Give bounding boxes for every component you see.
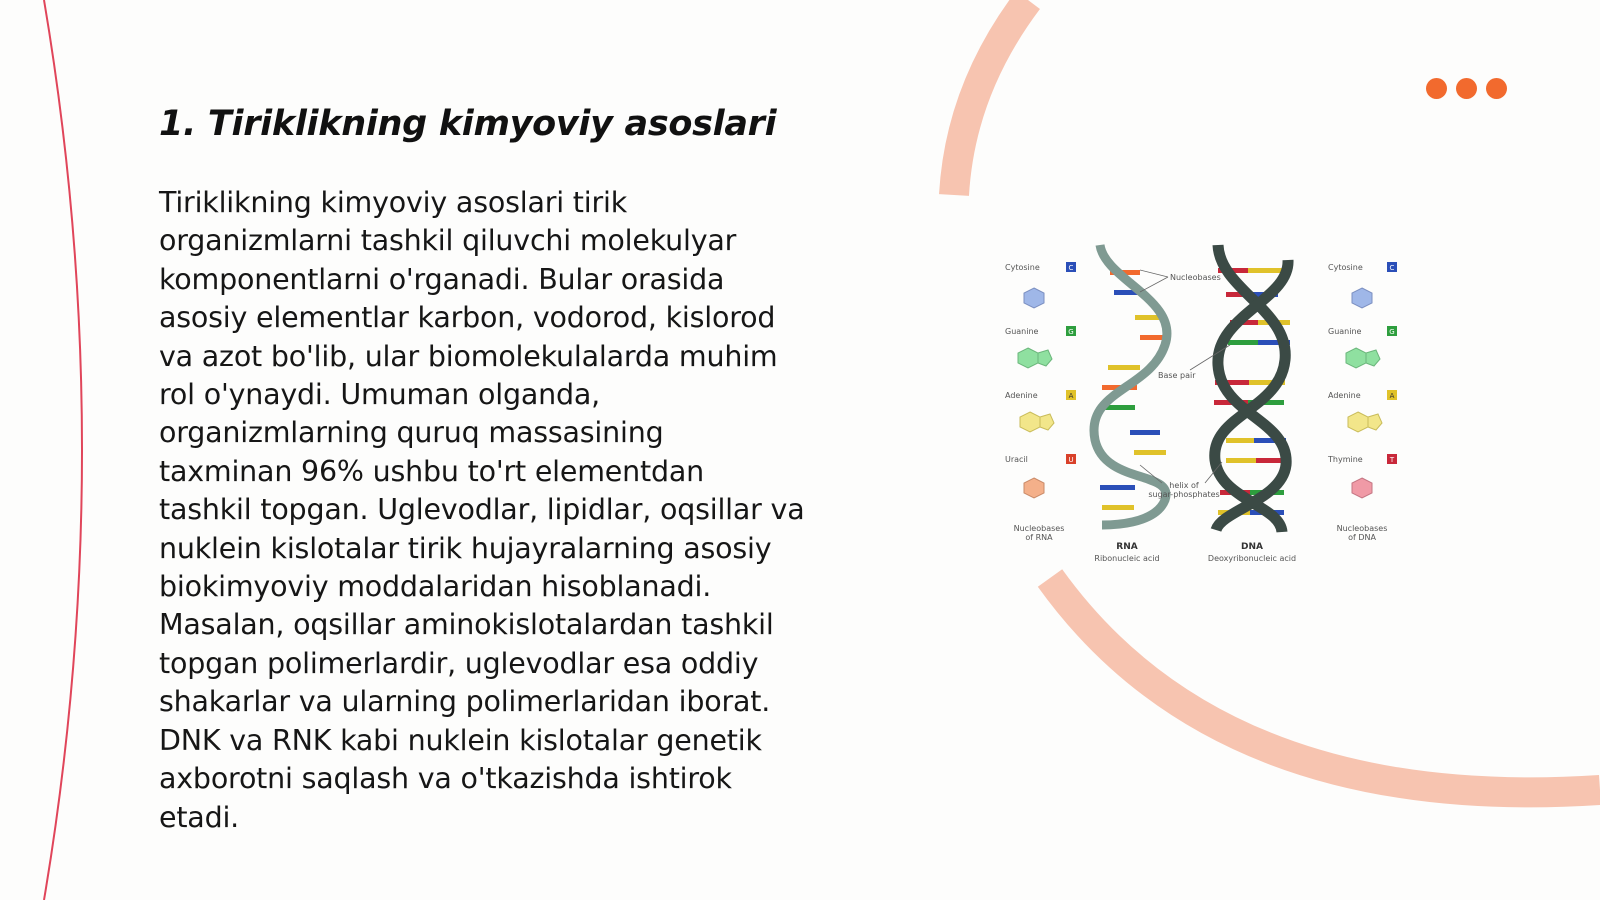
body-line: Tiriklikning kimyoviy asoslari tirik (159, 186, 628, 219)
base-name: Cytosine (1005, 263, 1040, 272)
dna-subtitle: Deoxyribonucleic acid (1207, 554, 1297, 563)
body-line: organizmlarni tashkil qiluvchi molekulyar (159, 224, 737, 258)
body-line: tashkil topgan. Uglevodlar, lipidlar, oqsillar va (159, 493, 805, 527)
nucleobases-label: Nucleobases (1170, 273, 1221, 282)
body-line: axborotni saqlash va o'tkazishda ishtirok (159, 762, 732, 796)
rna-base-rung (1108, 365, 1140, 370)
uracil-molecule-icon (1024, 478, 1044, 498)
base-name: Guanine (1328, 327, 1362, 336)
base-name: Adenine (1005, 391, 1038, 400)
orange-dot-icon (1456, 78, 1477, 99)
body-line: Masalan, oqsillar aminokislotalardan tashkil (159, 608, 774, 642)
dna-base-entry (1328, 326, 1397, 368)
dna-base-entry (1328, 262, 1397, 308)
dna-title: DNA (1241, 542, 1263, 552)
rna-base-rung (1102, 505, 1134, 510)
rna-bases-column (1005, 262, 1076, 542)
dna-base-entry (1327, 454, 1397, 498)
base-name: Cytosine (1328, 263, 1363, 272)
cytosine-molecule-icon (1352, 288, 1372, 308)
rna-base-rung (1134, 450, 1166, 455)
rna-base-entry (1005, 262, 1076, 308)
orange-dot-icon (1486, 78, 1507, 99)
rna-dna-structure-figure (990, 240, 1420, 580)
thymine-molecule-icon (1352, 478, 1372, 498)
peach-arc-bottom (1050, 578, 1600, 792)
dna-base-entry (1328, 390, 1397, 432)
rna-base-rung (1130, 430, 1160, 435)
slide-body-text (159, 184, 849, 837)
dna-bases-column (1327, 262, 1397, 542)
body-line: rol o'ynaydi. Umuman olganda, (159, 378, 600, 412)
helix-label: sugar-phosphates (1148, 490, 1220, 499)
body-line: topgan polimerlardir, uglevodlar esa oddiy (159, 646, 759, 680)
body-line: va azot bo'lib, ular biomolekulalarda muhim (159, 339, 778, 373)
rna-subtitle: Ribonucleic acid (1094, 554, 1160, 563)
base-letter: U (1068, 456, 1074, 464)
base-name: Thymine (1328, 455, 1363, 464)
cytosine-molecule-icon (1024, 288, 1044, 308)
rna-bases-caption: Nucleobases (1013, 524, 1065, 533)
body-line: nuklein kislotalar tirik hujayralarning asosiy (159, 531, 772, 565)
dna-bases-caption: of DNA (1348, 533, 1376, 542)
body-line: DNK va RNK kabi nuklein kislotalar genetik (159, 723, 762, 757)
guanine-molecule-icon (1018, 348, 1038, 368)
slide-title: 1. Tiriklikning kimyoviy asoslari (159, 104, 777, 144)
base-letter: A (1068, 392, 1074, 400)
body-line: shakarlar va ularning polimerlaridan iborat. (159, 685, 771, 719)
base-letter: A (1389, 392, 1395, 400)
base-name: Guanine (1005, 327, 1039, 336)
base-letter: C (1068, 264, 1074, 272)
body-line: etadi. (159, 800, 240, 834)
adenine-molecule-icon (1348, 412, 1368, 432)
guanine-molecule-icon (1346, 348, 1366, 368)
rna-base-entry (1005, 326, 1076, 368)
body-line: organizmlarning quruq massasining (159, 416, 664, 450)
base-letter: C (1389, 264, 1395, 272)
base-name: Uracil (1005, 455, 1028, 464)
base-pair-label: Base pair (1158, 371, 1196, 380)
rna-base-rung (1100, 485, 1135, 490)
decorative-dots (1426, 78, 1507, 99)
base-letter: T (1389, 456, 1395, 464)
rna-helix (1094, 245, 1168, 525)
base-letter: G (1389, 328, 1395, 336)
left-red-curve (44, 0, 82, 900)
rna-base-entry (1005, 390, 1076, 432)
rna-base-entry (1005, 454, 1076, 498)
dna-helix (1214, 245, 1290, 532)
base-letter: G (1068, 328, 1074, 336)
body-line: asosiy elementlar karbon, vodorod, kislorod (159, 301, 776, 335)
base-name: Adenine (1328, 391, 1361, 400)
dna-bases-caption: Nucleobases (1336, 524, 1388, 533)
orange-dot-icon (1426, 78, 1447, 99)
rna-bases-caption: of RNA (1025, 533, 1053, 542)
body-line: biokimyoviy moddalaridan hisoblanadi. (159, 570, 712, 604)
rna-title: RNA (1116, 542, 1138, 552)
helix-label: helix of (1169, 481, 1199, 490)
body-line: komponentlarni o'rganadi. Bular orasida (159, 262, 725, 296)
adenine-molecule-icon (1020, 412, 1040, 432)
peach-arc-top (954, 0, 1028, 195)
body-line: taxminan 96% ushbu to'rt elementdan (159, 454, 704, 488)
